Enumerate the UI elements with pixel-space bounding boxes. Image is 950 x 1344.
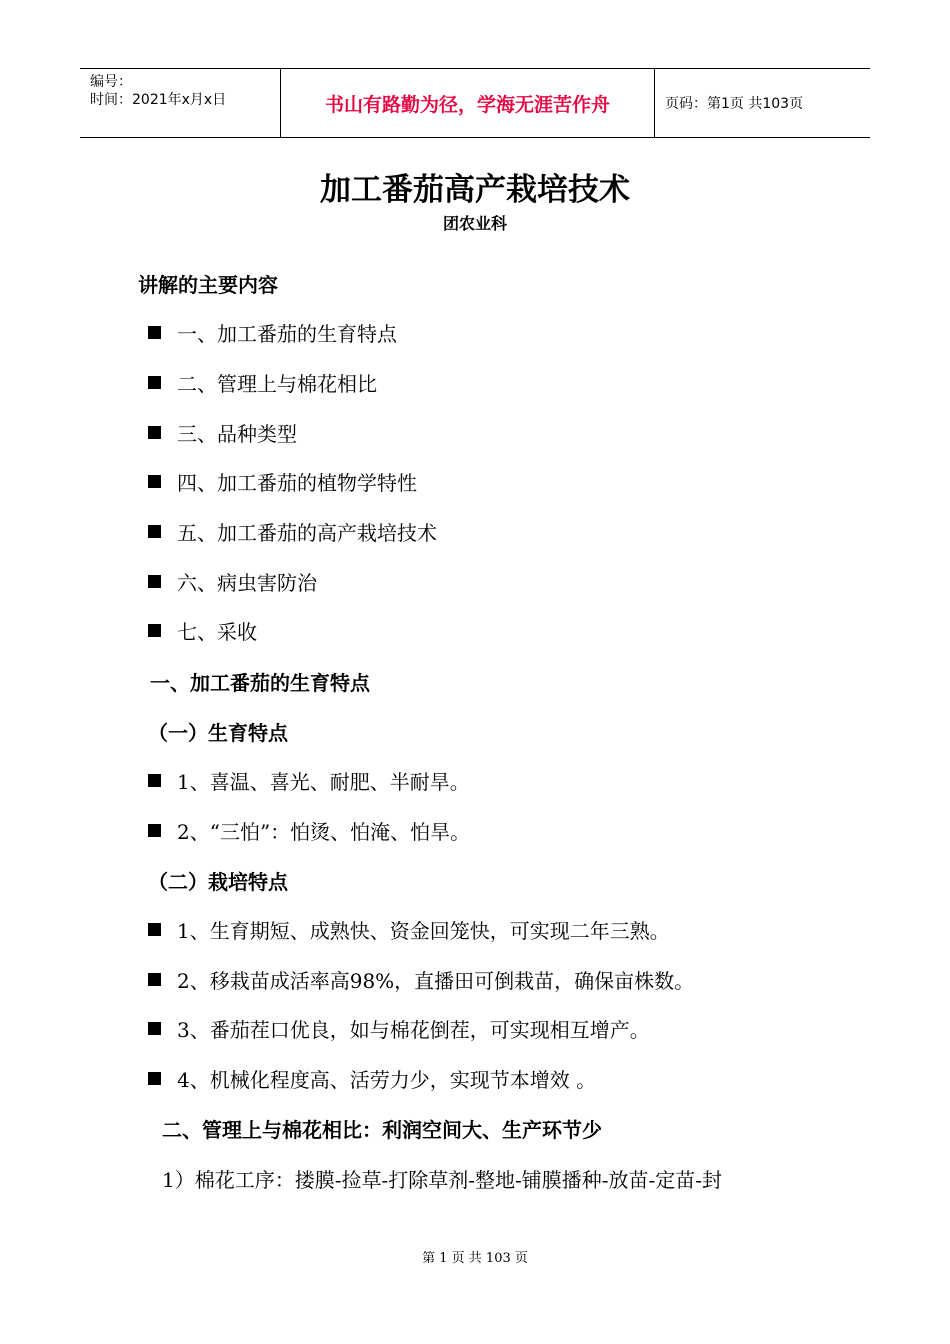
document-subtitle: 团农业科	[442, 214, 507, 233]
square-bullet-icon	[148, 1072, 161, 1085]
contents-item: 五、加工番茄的高产栽培技术	[148, 520, 437, 546]
section2-heading: 二、管理上与棉花相比：利润空间大、生产环节少	[162, 1118, 602, 1142]
list-item: 3、番茄茬口优良，如与棉花倒茬，可实现相互增产。	[148, 1017, 650, 1043]
list-item: 2、“三怕”：怕烫、怕淹、怕旱。	[148, 819, 470, 845]
contents-item: 三、品种类型	[148, 421, 297, 447]
square-bullet-icon	[148, 575, 161, 588]
contents-item: 七、采收	[148, 619, 257, 645]
section1-sub2-heading: （二）栽培特点	[148, 870, 288, 894]
section1-sub1-heading: （一）生育特点	[148, 721, 288, 745]
section2-line: 1）棉花工序：搂膜-捡草-打除草剂-整地-铺膜播种-放苗-定苗-封	[162, 1168, 723, 1192]
header-page-info: 页码：第1页 共103页	[665, 96, 804, 112]
document-title: 加工番茄高产栽培技术	[320, 172, 630, 208]
list-item: 2、移栽苗成活率高98%，直播田可倒栽苗，确保亩株数。	[148, 968, 694, 994]
square-bullet-icon	[148, 326, 161, 339]
time-label: 时间：2021年x月x日	[90, 92, 227, 108]
square-bullet-icon	[148, 824, 161, 837]
square-bullet-icon	[148, 525, 161, 538]
square-bullet-icon	[148, 475, 161, 488]
contents-item: 一、加工番茄的生育特点	[148, 321, 397, 347]
square-bullet-icon	[148, 774, 161, 787]
square-bullet-icon	[148, 624, 161, 637]
square-bullet-icon	[148, 426, 161, 439]
section1-heading: 一、加工番茄的生育特点	[150, 671, 370, 695]
square-bullet-icon	[148, 973, 161, 986]
list-item: 4、机械化程度高、活劳力少，实现节本增效 。	[148, 1067, 596, 1093]
page-footer: 第 1 页 共 103 页	[422, 1251, 528, 1266]
header-motto: 书山有路勤为径，学海无涯苦作舟	[281, 69, 655, 137]
header-meta	[80, 69, 281, 137]
list-item: 1、喜温、喜光、耐肥、半耐旱。	[148, 769, 470, 795]
contents-item: 四、加工番茄的植物学特性	[148, 470, 417, 496]
number-label: 编号：	[90, 74, 132, 90]
square-bullet-icon	[148, 376, 161, 389]
list-item: 1、生育期短、成熟快、资金回笼快，可实现二年三熟。	[148, 918, 670, 944]
page-header	[80, 68, 870, 138]
contents-heading: 讲解的主要内容	[138, 273, 278, 297]
contents-item: 二、管理上与棉花相比	[148, 371, 377, 397]
square-bullet-icon	[148, 923, 161, 936]
contents-item: 六、病虫害防治	[148, 570, 317, 596]
square-bullet-icon	[148, 1022, 161, 1035]
